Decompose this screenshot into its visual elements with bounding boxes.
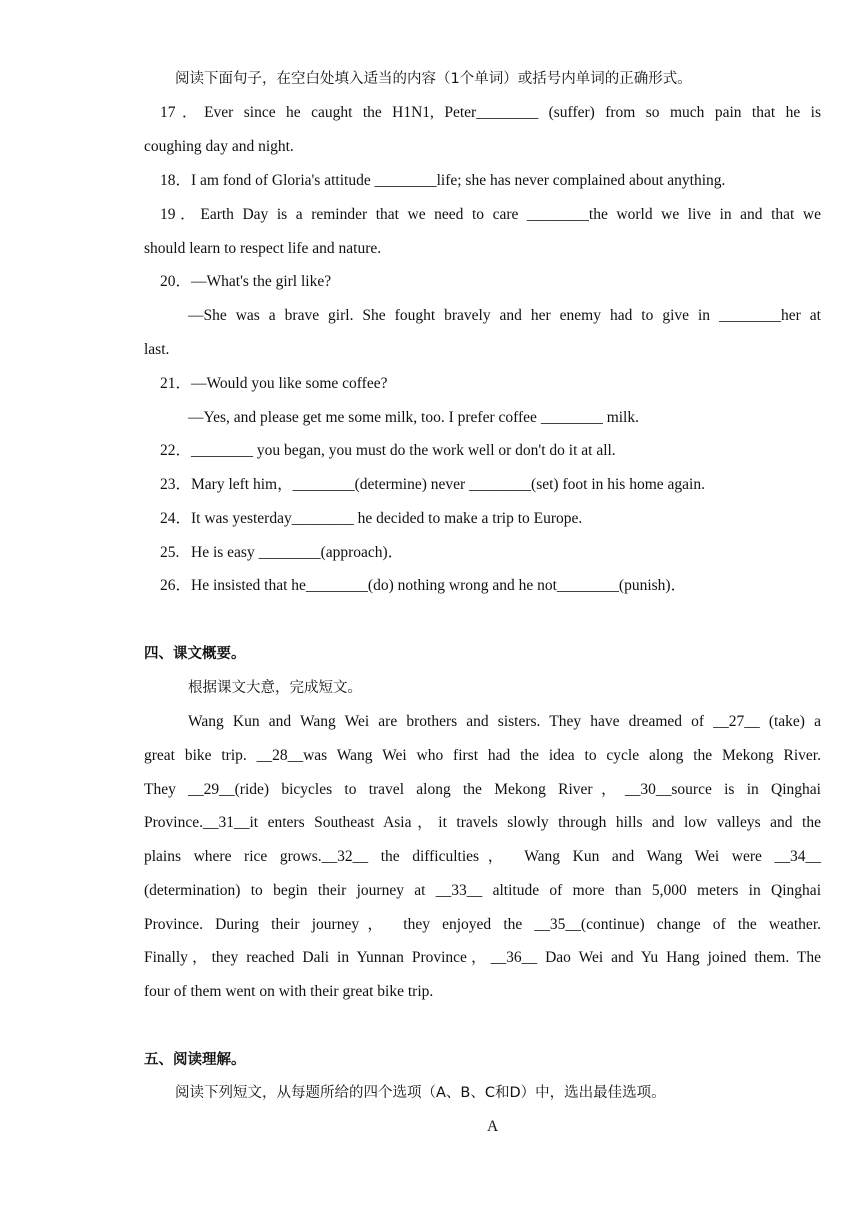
passage-label: A bbox=[487, 1118, 499, 1135]
section4-instruction: 根据课文大意，完成短文。 bbox=[188, 680, 362, 696]
question-21-line2: —Yes, and please get me some milk, too. I prefer coffee ________ milk. bbox=[188, 409, 639, 426]
question-19-line1: 19．Earth Day is a reminder that we need to care ________the world we live in and that we bbox=[160, 206, 821, 223]
question-24: 24．It was yesterday________ he decided to make a trip to Europe. bbox=[160, 510, 583, 527]
summary-line-1: Wang Kun and Wang Wei are brothers and sisters. They have dreamed of __27__ (take) a bbox=[188, 713, 821, 730]
question-21-line1: 21．—Would you like some coffee? bbox=[160, 375, 388, 392]
summary-line-2: great bike trip. __28__was Wang Wei who first had the idea to cycle along the Mekong River. bbox=[144, 747, 821, 764]
summary-line-3: They __29__(ride) bicycles to travel along the Mekong River，__30__source is in Qinghai bbox=[144, 781, 821, 798]
summary-line-8: Finally，they reached Dali in Yunnan Province，__36__ Dao Wei and Yu Hang joined them. The bbox=[144, 949, 821, 966]
question-20-line2: —She was a brave girl. She fought bravely and her enemy had to give in ________her at bbox=[188, 307, 821, 324]
section3-instruction: 阅读下面句子，在空白处填入适当的内容（1个单词）或括号内单词的正确形式。 bbox=[175, 71, 692, 87]
question-19-line2: should learn to respect life and nature. bbox=[144, 240, 382, 257]
question-23: 23．Mary left him，________(determine) never ________(set) foot in his home again. bbox=[160, 476, 705, 493]
question-20-line3: last. bbox=[144, 341, 170, 358]
section4-heading: 四、课文概要。 bbox=[144, 646, 246, 662]
summary-line-5: plains where rice grows.__32__ the difficulties， Wang Kun and Wang Wei were __34__ bbox=[144, 848, 821, 865]
question-26: 26．He insisted that he________(do) nothing wrong and he not________(punish)． bbox=[160, 577, 687, 594]
summary-line-6: (determination) to begin their journey at __33__ altitude of more than 5,000 meters in Qinghai bbox=[144, 882, 821, 899]
question-25: 25. He is easy ________(approach)． bbox=[160, 544, 404, 561]
question-17-line1: 17．Ever since he caught the H1N1, Peter________ (suffer) from so much pain that he is bbox=[160, 104, 821, 121]
question-22: 22．________ you began, you must do the work well or don't do it at all. bbox=[160, 442, 616, 459]
question-17-line2: coughing day and night. bbox=[144, 138, 294, 155]
summary-line-7: Province. During their journey， they enjoyed the __35__(continue) change of the weather. bbox=[144, 916, 821, 933]
section5-instruction: 阅读下列短文，从每题所给的四个选项（A、B、C和D）中，选出最佳选项。 bbox=[175, 1085, 666, 1101]
summary-line-9: four of them went on with their great bike trip. bbox=[144, 983, 434, 1000]
summary-line-4: Province.__31__it enters Southeast Asia，it travels slowly through hills and low valleys and the bbox=[144, 814, 821, 831]
question-20-line1: 20．—What's the girl like? bbox=[160, 273, 332, 290]
section5-heading: 五、阅读理解。 bbox=[144, 1052, 246, 1068]
question-18: 18．I am fond of Gloria's attitude ________life; she has never complained about anything. bbox=[160, 172, 726, 189]
